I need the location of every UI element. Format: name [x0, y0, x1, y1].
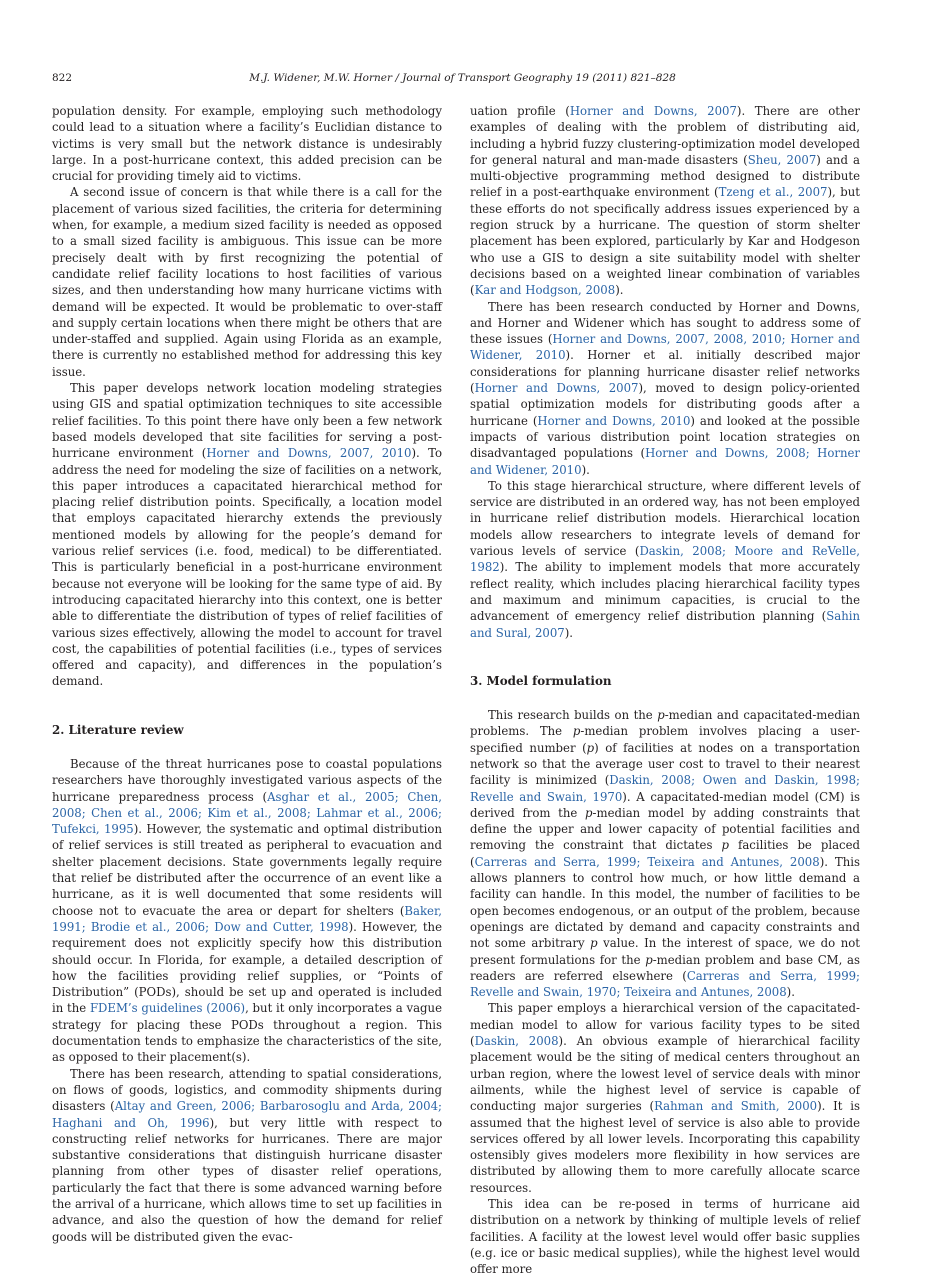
- section-heading-literature-review: 2. Literature review: [52, 722, 184, 737]
- citation-link[interactable]: Horner and Downs, 2007, 2010: [206, 446, 412, 461]
- paragraph: There has been research, attending to spatial considerations, on flows of goods, logistics, and commodity shipments during disasters (Altay and Green, 2006; Barbarosoglu and Arda, 2004; Haghani and Oh, 1996), but very little with respect to constructing relief networks for hurricanes. There are major substantive considerations that distinguish hurricane disaster planning from other types of disaster relief operations, particularly the fact that there is some advanced warning before the arrival of a hurricane, which allows time to set up facilities in advance, and also the question of how the demand for relief goods will be distributed given the evac-: [52, 1066, 442, 1244]
- citation-link[interactable]: Kar and Hodgson, 2008: [474, 283, 616, 298]
- paragraph: This research builds on the p-median and capacitated-median problems. The p-median problem involves placing a user-specified number (p) of facilities at nodes on a transportation network so that the average user cost to travel to their nearest facility is minimized (Daskin, 2008; Owen and Daskin, 1998; Revelle and Swain, 1970). A capacitated-median model (CM) is derived from the p-median model by adding constraints that define the upper and lower capacity of potential facilities and removing the constraint that dictates p facilities be placed (Carreras and Serra, 1999; Teixeira and Antunes, 2008). This allows planners to control how much, or how little demand a facility can handle. In this model, the number of facilities to be open becomes endogenous, or an output of the problem, because openings are dictated by demand and capacity constraints and not some arbitrary p value. In the interest of space, we do not present formulations for the p-median problem and base CM, as readers are referred elsewhere (Carreras and Serra, 1999; Revelle and Swain, 1970; Teixeira and Antunes, 2008).: [470, 708, 861, 1000]
- citation-link[interactable]: Altay and Green, 2006; Barbarosoglu and Arda, 2004; Haghani and Oh, 1996: [52, 1099, 442, 1130]
- paragraph: This paper employs a hierarchical version of the capacitated-median model to allow for various facility types to be sited (Daskin, 2008). An obvious example of hierarchical facility placement would be the siting of medical centers throughout an urban region, where the lowest level of service deals with minor ailments, while the highest level of service is capable of conducting major surgeries (Rahman and Smith, 2000). It is assumed that the highest level of service is also able to provide services offered by all lower levels. Incorporating this capability ostensibly gives modelers more flexibility in how services are distributed by allowing them to more carefully allocate scarce resources.: [470, 1001, 861, 1195]
- citation-link[interactable]: Horner and Downs, 2008; Horner and Widener, 2010: [470, 446, 860, 477]
- paragraph: This idea can be re-posed in terms of hurricane aid distribution on a network by thinking of multiple levels of relief facilities. A facility at the lowest level would offer basic supplies (e.g. ice or basic medical supplies), while the highest level would offer more: [470, 1197, 860, 1277]
- paragraph: Because of the threat hurricanes pose to coastal populations researchers have thoroughly investigated various aspects of the hurricane preparedness process (Asghar et al., 2005; Chen, 2008; Chen et al., 2006; Kim et al., 2008; Lahmar et al., 2006; Tufekci, 1995). However, the systematic and optimal distribution of relief services is still treated as peripheral to evacuation and shelter placement decisions. State governments legally require that relief be distributed after the occurrence of an event like a hurricane, as it is well documented that some residents will choose not to evacuate the area or depart for shelters (Baker, 1991; Brodie et al., 2006; Dow and Cutter, 1998). However, the requirement does not explicitly specify how this distribution should occur. In Florida, for example, a detailed description of how the facilities providing relief supplies, or “Points of Distribution” (PODs), should be set up and operated is included in the FDEM’s guidelines (2006), but it only incorporates a vague strategy for placing these PODs throughout a region. This documentation tends to emphasize the characteristics of the site, as opposed to their placement(s).: [52, 756, 442, 1065]
- paragraph: This paper develops network location modeling strategies using GIS and spatial optimization techniques to site accessible relief facilities. To this point there have only been a few network based models developed that site facilities for serving a post-hurricane environment (Horner and Downs, 2007, 2010). To address the need for modeling the size of facilities on a network, this paper introduces a capacitated hierarchical method for placing relief distribution points. Specifically, a location model that employs capacitated hierarchy extends the previously mentioned models by allowing for the people’s demand for various relief services (i.e. food, medical) to be differentiated. This is particularly beneficial in a post-hurricane environment because not everyone will be looking for the same type of aid. By introducing capacitated hierarchy into this context, one is better able to differentiate the distribution of types of relief facilities of various sizes effectively, allowing the model to account for travel cost, the capabilities of potential facilities (i.e., types of services offered and capacity), and differences in the population’s demand.: [52, 381, 443, 689]
- citation-link[interactable]: Sheu, 2007: [747, 152, 817, 167]
- paragraph: A second issue of concern is that while there is a call for the placement of various sized facilities, the criteria for determining when, for example, a medium sized facility is needed as opposed to a small sized facility is ambiguous. This issue can be more precisely dealt with by first recognizing the potential of candidate relief facility locations to host facilities of various sizes, and then understanding how many hurricane victims with demand will be expected. It would be problematic to over-staff and supply certain locations when there might be others that are under-staffed and supplied. Again using Florida as an example, there is currently no established method for addressing this key issue.: [52, 185, 442, 379]
- citation-link[interactable]: Daskin, 2008; Moore and ReVelle, 1982: [470, 544, 860, 575]
- section-heading-model-formulation: 3. Model formulation: [470, 673, 612, 688]
- citation-link[interactable]: Horner and Downs, 2007: [569, 104, 737, 118]
- citation-link[interactable]: Carreras and Serra, 1999; Teixeira and Antunes, 2008: [474, 854, 820, 869]
- citation-link[interactable]: Daskin, 2008; Owen and Daskin, 1998; Revelle and Swain, 1970: [470, 773, 860, 804]
- citation-link[interactable]: Horner and Downs, 2010: [537, 413, 691, 428]
- citation-link[interactable]: Daskin, 2008: [474, 1034, 559, 1049]
- paragraph: There has been research conducted by Horner and Downs, and Horner and Widener which has sought to address some of these issues (Horner and Downs, 2007, 2008, 2010; Horner and Widener, 2010). Horner et al. initially described major considerations for planning hurricane disaster relief networks (Horner and Downs, 2007), moved to design policy-oriented spatial optimization models for distributing goods after a hurricane (Horner and Downs, 2010) and looked at the possible impacts of various distribution point location strategies on disadvantaged populations (Horner and Downs, 2008; Horner and Widener, 2010).: [470, 299, 861, 477]
- citation-link[interactable]: Baker, 1991; Brodie et al., 2006; Dow and Cutter, 1998: [52, 903, 442, 934]
- citation-link[interactable]: FDEM’s guidelines (2006): [89, 1001, 246, 1016]
- left-column: [52, 103, 442, 1245]
- citation-link[interactable]: Sahin and Sural, 2007: [470, 609, 860, 640]
- citation-link[interactable]: Carreras and Serra, 1999; Revelle and Swain, 1970; Teixeira and Antunes, 2008: [470, 968, 860, 1000]
- citation-link[interactable]: Tzeng et al., 2007: [718, 185, 828, 200]
- citation-link[interactable]: Horner and Downs, 2007: [474, 381, 639, 396]
- citation-link[interactable]: Rahman and Smith, 2000: [654, 1099, 818, 1114]
- citation-link[interactable]: Horner and Downs, 2007, 2008, 2010; Horner and Widener, 2010: [470, 332, 860, 363]
- right-column: [470, 103, 860, 1277]
- paragraph: To this stage hierarchical structure, where different levels of service are distributed in an ordered way, has not been employed in hurricane relief distribution models. Hierarchical location models allow researchers to integrate levels of demand for various levels of service (Daskin, 2008; Moore and ReVelle, 1982). The ability to implement models that more accurately reflect reality, which includes placing hierarchical facility types and maximum and minimum capacities, is crucial to the advancement of emergency relief distribution planning (Sahin and Sural, 2007).: [470, 478, 860, 640]
- paragraph: population density. For example, employing such methodology could lead to a situation where a facility’s Euclidian distance to victims is very small but the network distance is undesirably large. In a post-hurricane context, this added precision can be crucial for providing timely aid to victims.: [52, 104, 442, 184]
- paragraph: uation profile (Horner and Downs, 2007). There are other examples of dealing with the problem of distributing aid, including a hybrid fuzzy clustering-optimization model developed for general natural and man-made disasters (Sheu, 2007) and a multi-objective programming method designed to distribute relief in a post-earthquake environment (Tzeng et al., 2007), but these efforts do not specifically address issues experienced by a region struck by a hurricane. The question of storm shelter placement has been explored, particularly by Kar and Hodgeson who use a GIS to design a site suitability model with shelter decisions based on a weighted linear combination of variables (Kar and Hodgson, 2008).: [470, 104, 861, 298]
- running-header: M.J. Widener, M.W. Horner / Journal of Transport Geography 19 (2011) 821–828: [249, 72, 676, 84]
- citation-link[interactable]: Asghar et al., 2005; Chen, 2008; Chen et al., 2006; Kim et al., 2008; Lahmar et al., 2006; Tufekci, 1995: [52, 789, 442, 837]
- page-number: 822: [52, 72, 73, 84]
